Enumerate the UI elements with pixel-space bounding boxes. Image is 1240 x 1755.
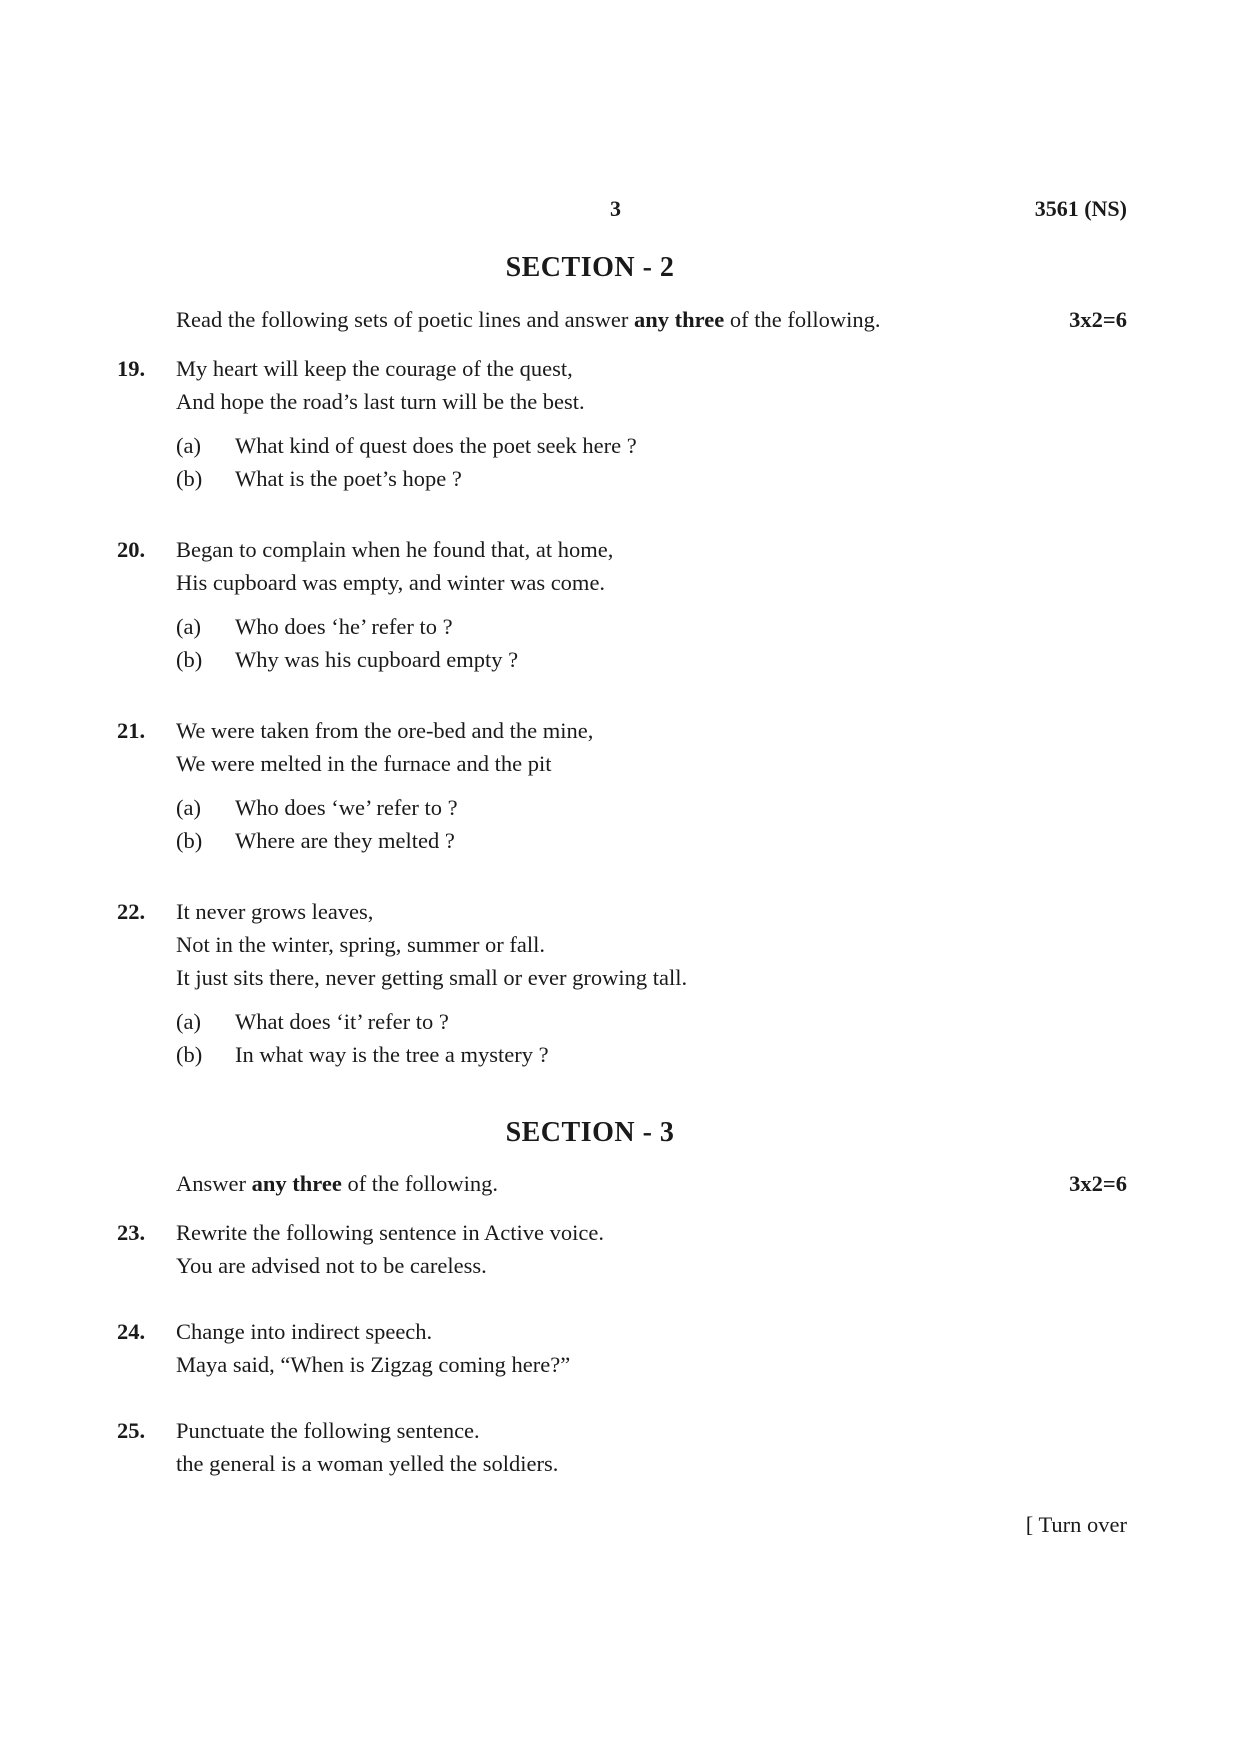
question-number: 21. bbox=[117, 718, 146, 743]
question-number: 24. bbox=[117, 1319, 146, 1344]
question-number: 23. bbox=[117, 1220, 146, 1245]
sub-question bbox=[176, 824, 1127, 857]
instruction-pre: Read the following sets of poetic lines and answer bbox=[176, 307, 635, 332]
question-20 bbox=[117, 533, 1127, 676]
sub-text: Who does ‘he’ refer to ? bbox=[235, 614, 453, 639]
instruction-pre: Answer bbox=[176, 1171, 252, 1196]
sub-text: What kind of quest does the poet seek here ? bbox=[235, 433, 637, 458]
question-number: 19. bbox=[117, 356, 146, 381]
turn-over-note: [ Turn over bbox=[1025, 1512, 1127, 1537]
sub-text: What does ‘it’ refer to ? bbox=[235, 1009, 449, 1034]
poem-line: It just sits there, never getting small or ever growing tall. bbox=[176, 965, 688, 990]
question-24 bbox=[117, 1315, 1127, 1381]
instruction-text bbox=[176, 1167, 498, 1200]
question-line: Maya said, “When is Zigzag coming here?” bbox=[176, 1352, 571, 1377]
poem-line: His cupboard was empty, and winter was come. bbox=[176, 570, 606, 595]
question-22 bbox=[117, 895, 1127, 1071]
section-2-instruction bbox=[176, 303, 1127, 336]
poem-line: We were melted in the furnace and the pit bbox=[176, 751, 552, 776]
poem-line: Not in the winter, spring, summer or fall. bbox=[176, 932, 546, 957]
sub-label: (a) bbox=[176, 433, 201, 458]
sub-question bbox=[176, 610, 1127, 643]
sub-question bbox=[176, 1005, 1127, 1038]
sub-label: (b) bbox=[176, 647, 203, 672]
sub-question bbox=[176, 643, 1127, 676]
sub-label: (b) bbox=[176, 466, 203, 491]
question-21 bbox=[117, 714, 1127, 857]
instruction-bold: any three bbox=[634, 307, 725, 332]
sub-text: What is the poet’s hope ? bbox=[235, 466, 462, 491]
sub-text: Who does ‘we’ refer to ? bbox=[235, 795, 458, 820]
instruction-post: of the following. bbox=[724, 307, 881, 332]
poem-line: It never grows leaves, bbox=[176, 899, 374, 924]
sub-text: Why was his cupboard empty ? bbox=[235, 647, 519, 672]
sub-question bbox=[176, 462, 1127, 495]
paper-code: 3561 (NS) bbox=[1034, 196, 1127, 221]
question-number: 25. bbox=[117, 1418, 146, 1443]
section-3-title: SECTION - 3 bbox=[505, 1117, 675, 1148]
sub-question bbox=[176, 791, 1127, 824]
section-3-marks: 3x2=6 bbox=[1069, 1171, 1127, 1196]
instruction-text bbox=[176, 303, 880, 336]
sub-label: (b) bbox=[176, 828, 203, 853]
poem-line: Began to complain when he found that, at home, bbox=[176, 537, 614, 562]
section-2-marks: 3x2=6 bbox=[1069, 307, 1127, 332]
question-line: the general is a woman yelled the soldiers. bbox=[176, 1451, 559, 1476]
question-19 bbox=[117, 352, 1127, 495]
question-line: Punctuate the following sentence. bbox=[176, 1418, 480, 1443]
sub-text: In what way is the tree a mystery ? bbox=[235, 1042, 549, 1067]
question-number: 20. bbox=[117, 537, 146, 562]
sub-label: (a) bbox=[176, 1009, 201, 1034]
question-line: Change into indirect speech. bbox=[176, 1319, 433, 1344]
section-2-title: SECTION - 2 bbox=[505, 252, 675, 283]
section-3-instruction bbox=[176, 1167, 1127, 1200]
poem-line: We were taken from the ore-bed and the mine, bbox=[176, 718, 594, 743]
sub-question bbox=[176, 1038, 1127, 1071]
poem-line: My heart will keep the courage of the quest, bbox=[176, 356, 573, 381]
question-line: Rewrite the following sentence in Active voice. bbox=[176, 1220, 604, 1245]
question-number: 22. bbox=[117, 899, 146, 924]
sub-label: (a) bbox=[176, 614, 201, 639]
question-25 bbox=[117, 1414, 1127, 1480]
instruction-bold: any three bbox=[251, 1171, 342, 1196]
sub-question bbox=[176, 429, 1127, 462]
sub-label: (a) bbox=[176, 795, 201, 820]
sub-label: (b) bbox=[176, 1042, 203, 1067]
question-line: You are advised not to be careless. bbox=[176, 1253, 487, 1278]
question-23 bbox=[117, 1216, 1127, 1282]
instruction-post: of the following. bbox=[341, 1171, 499, 1196]
page-number: 3 bbox=[610, 196, 621, 221]
sub-text: Where are they melted ? bbox=[235, 828, 455, 853]
poem-line: And hope the road’s last turn will be the best. bbox=[176, 389, 585, 414]
